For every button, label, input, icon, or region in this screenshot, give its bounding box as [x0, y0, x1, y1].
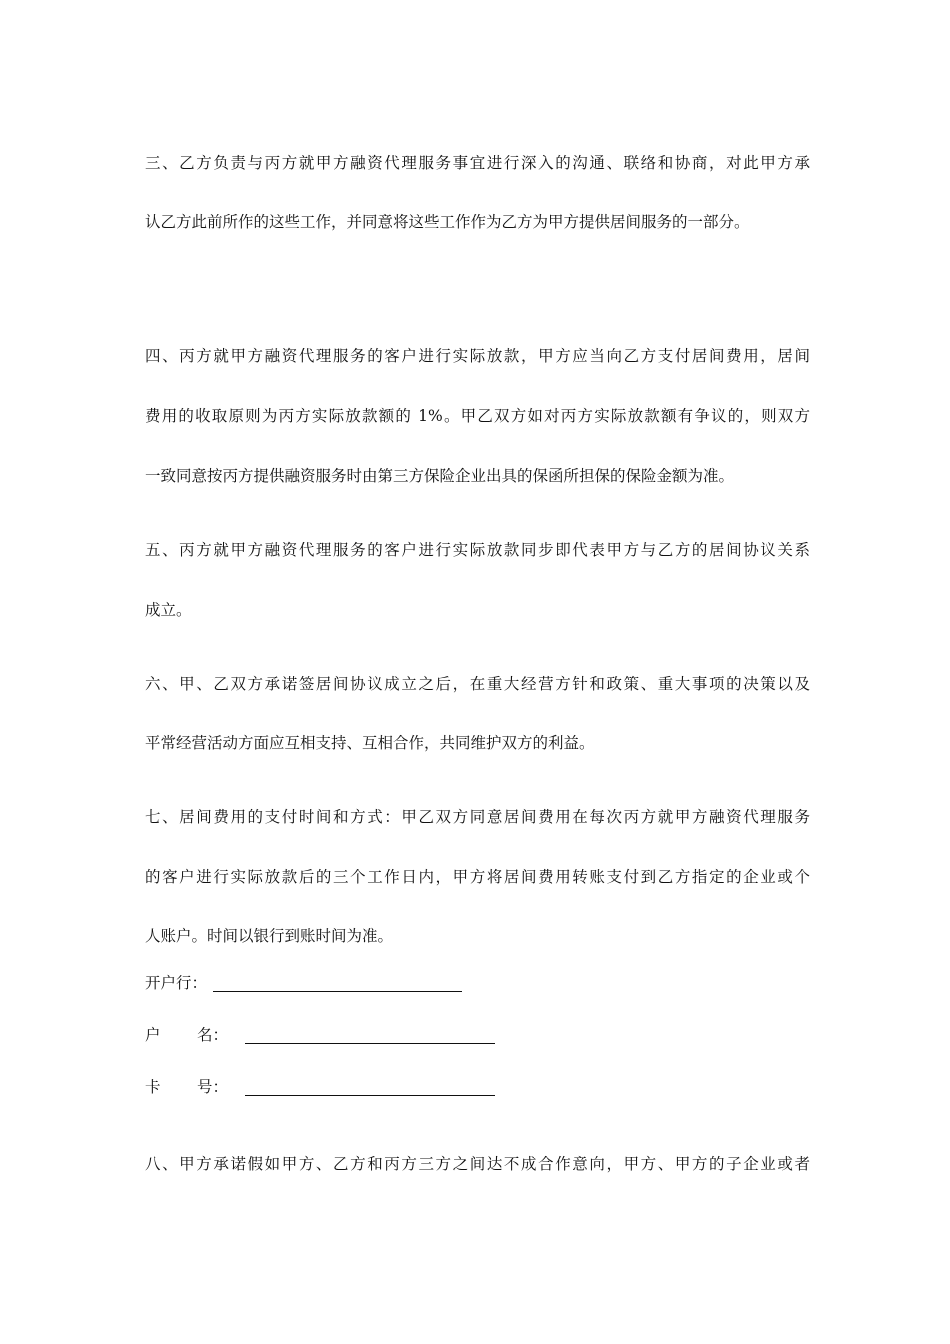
bank-blank-line	[213, 991, 462, 992]
clause-7-line-2: 的客户进行实际放款后的三个工作日内，甲方将居间费用转账支付到乙方指定的企业或个	[145, 868, 810, 886]
bank-label: 开户行：	[145, 974, 208, 992]
clause-8-line-1: 八、甲方承诺假如甲方、乙方和丙方三方之间达不成合作意向，甲方、甲方的子企业或者	[145, 1155, 810, 1173]
clause-6-line-1: 六、甲、乙双方承诺签居间协议成立之后，在重大经营方针和政策、重大事项的决策以及	[145, 675, 810, 693]
card-number-label-char-2: 号：	[197, 1078, 229, 1096]
clause-4-line-1: 四、丙方就甲方融资代理服务的客户进行实际放款，甲方应当向乙方支付居间费用，居间	[145, 347, 810, 365]
card-number-field	[145, 1076, 500, 1100]
account-name-label-char-2: 名：	[197, 1026, 229, 1044]
clause-4-line-2: 费用的收取原则为丙方实际放款额的 1%。甲乙双方如对丙方实际放款额有争议的，则双方	[145, 407, 810, 425]
clause-7-line-1: 七、居间费用的支付时间和方式：甲乙双方同意居间费用在每次丙方就甲方融资代理服务	[145, 808, 810, 826]
clause-3-line-2: 认乙方此前所作的这些工作，并同意将这些工作作为乙方为甲方提供居间服务的一部分。	[145, 213, 750, 231]
clause-6-line-2: 平常经营活动方面应互相支持、互相合作，共同维护双方的利益。	[145, 734, 595, 752]
card-number-blank-line	[245, 1095, 495, 1096]
account-name-field	[145, 1024, 500, 1048]
bank-field	[145, 972, 465, 996]
account-name-label-char-1: 户	[145, 1026, 161, 1044]
clause-5-line-2: 成立。	[145, 601, 192, 619]
card-number-label-char-1: 卡	[145, 1078, 161, 1096]
clause-3-line-1: 三、乙方负责与丙方就甲方融资代理服务事宜进行深入的沟通、联络和协商，对此甲方承	[145, 154, 810, 172]
clause-5-line-1: 五、丙方就甲方融资代理服务的客户进行实际放款同步即代表甲方与乙方的居间协议关系	[145, 541, 810, 559]
clause-4-line-3: 一致同意按丙方提供融资服务时由第三方保险企业出具的保函所担保的保险金额为准。	[145, 467, 735, 485]
account-name-blank-line	[245, 1043, 495, 1044]
clause-7-line-3: 人账户。时间以银行到账时间为准。	[145, 927, 394, 945]
